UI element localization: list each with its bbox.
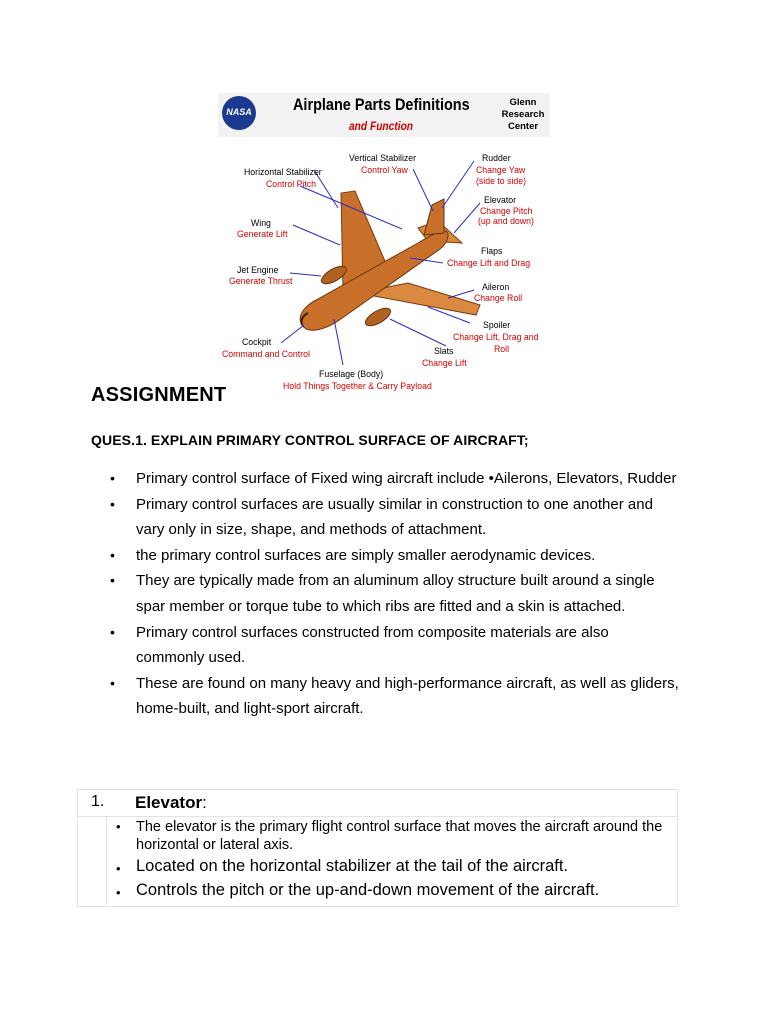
diagram-title: Airplane Parts Definitions <box>293 95 470 114</box>
list-item: • They are typically made from an aluminum alloy structure built around a single spar member or torque tube to which ribs are fitted and a skin is attached. <box>110 568 680 619</box>
label-wing: Wing <box>251 218 271 229</box>
table-row: • Controls the pitch or the up-and-down movement of the aircraft. <box>116 878 672 902</box>
label-fuselage: Fuselage (Body) <box>319 369 384 380</box>
nasa-logo: NASA <box>222 96 256 130</box>
table-header-row <box>78 790 677 817</box>
label-spoiler: Spoiler <box>483 320 511 331</box>
diagram-subtitle: and Function <box>349 119 414 133</box>
question-title: QUES.1. EXPLAIN PRIMARY CONTROL SURFACE OF AIRCRAFT; <box>91 432 529 448</box>
label-horizontal-stabilizer-fn: Control Pitch <box>266 179 317 190</box>
label-slats-fn: Change Lift <box>422 358 467 369</box>
table-row: • The elevator is the primary flight control surface that moves the aircraft around the horizontal or lateral axis. <box>116 818 672 854</box>
label-jet-engine: Jet Engine <box>237 265 279 276</box>
assignment-heading: ASSIGNMENT <box>91 384 227 406</box>
label-jet-engine-fn: Generate Thrust <box>229 276 293 287</box>
label-vertical-stabilizer-fn: Control Yaw <box>361 165 408 176</box>
item-term: Elevator: <box>135 793 207 812</box>
table-row: • Located on the horizontal stabilizer at the tail of the aircraft. <box>116 854 672 878</box>
label-cockpit: Cockpit <box>242 337 272 348</box>
label-aileron: Aileron <box>482 282 510 293</box>
label-elevator-fn2: (up and down) <box>478 216 534 227</box>
bullet-list <box>110 466 680 722</box>
elevator-table <box>77 789 678 907</box>
list-item: • Primary control surfaces are usually similar in construction to one another and vary only in size, shape, and methods of attachment. <box>110 492 680 543</box>
label-elevator: Elevator <box>484 195 517 206</box>
list-item: • the primary control surfaces are simply smaller aerodynamic devices. <box>110 543 680 569</box>
item-number: 1. <box>91 793 105 810</box>
elevator-points <box>116 818 672 902</box>
airplane-parts-diagram <box>218 93 550 407</box>
table-divider <box>106 816 107 906</box>
label-slats: Slats <box>434 346 454 357</box>
label-elevator-fn1: Change Pitch <box>480 206 533 217</box>
label-spoiler-fn1: Change Lift, Drag and <box>453 332 539 343</box>
label-aileron-fn: Change Roll <box>474 293 523 304</box>
label-vertical-stabilizer: Vertical Stabilizer <box>349 153 417 164</box>
list-item: • Primary control surface of Fixed wing aircraft include •Ailerons, Elevators, Rudder <box>110 466 680 492</box>
label-spoiler-fn2: Roll <box>494 344 510 355</box>
label-flaps: Flaps <box>481 246 503 257</box>
label-cockpit-fn: Command and Control <box>222 349 310 360</box>
diagram-org: Glenn Research Center <box>501 97 545 132</box>
label-wing-fn: Generate Lift <box>237 229 288 240</box>
label-rudder: Rudder <box>482 153 511 164</box>
list-item: • Primary control surfaces constructed from composite materials are also commonly used. <box>110 620 680 671</box>
label-horizontal-stabilizer: Horizontal Stabilizer <box>244 167 322 178</box>
label-flaps-fn: Change Lift and Drag <box>447 258 531 269</box>
label-rudder-fn1: Change Yaw <box>476 165 526 176</box>
label-rudder-fn2: (side to side) <box>476 176 527 187</box>
list-item: • These are found on many heavy and high-performance aircraft, as well as gliders, home-built, and light-sport aircraft. <box>110 671 680 722</box>
label-fuselage-fn: Hold Things Together & Carry Payload <box>283 381 432 392</box>
